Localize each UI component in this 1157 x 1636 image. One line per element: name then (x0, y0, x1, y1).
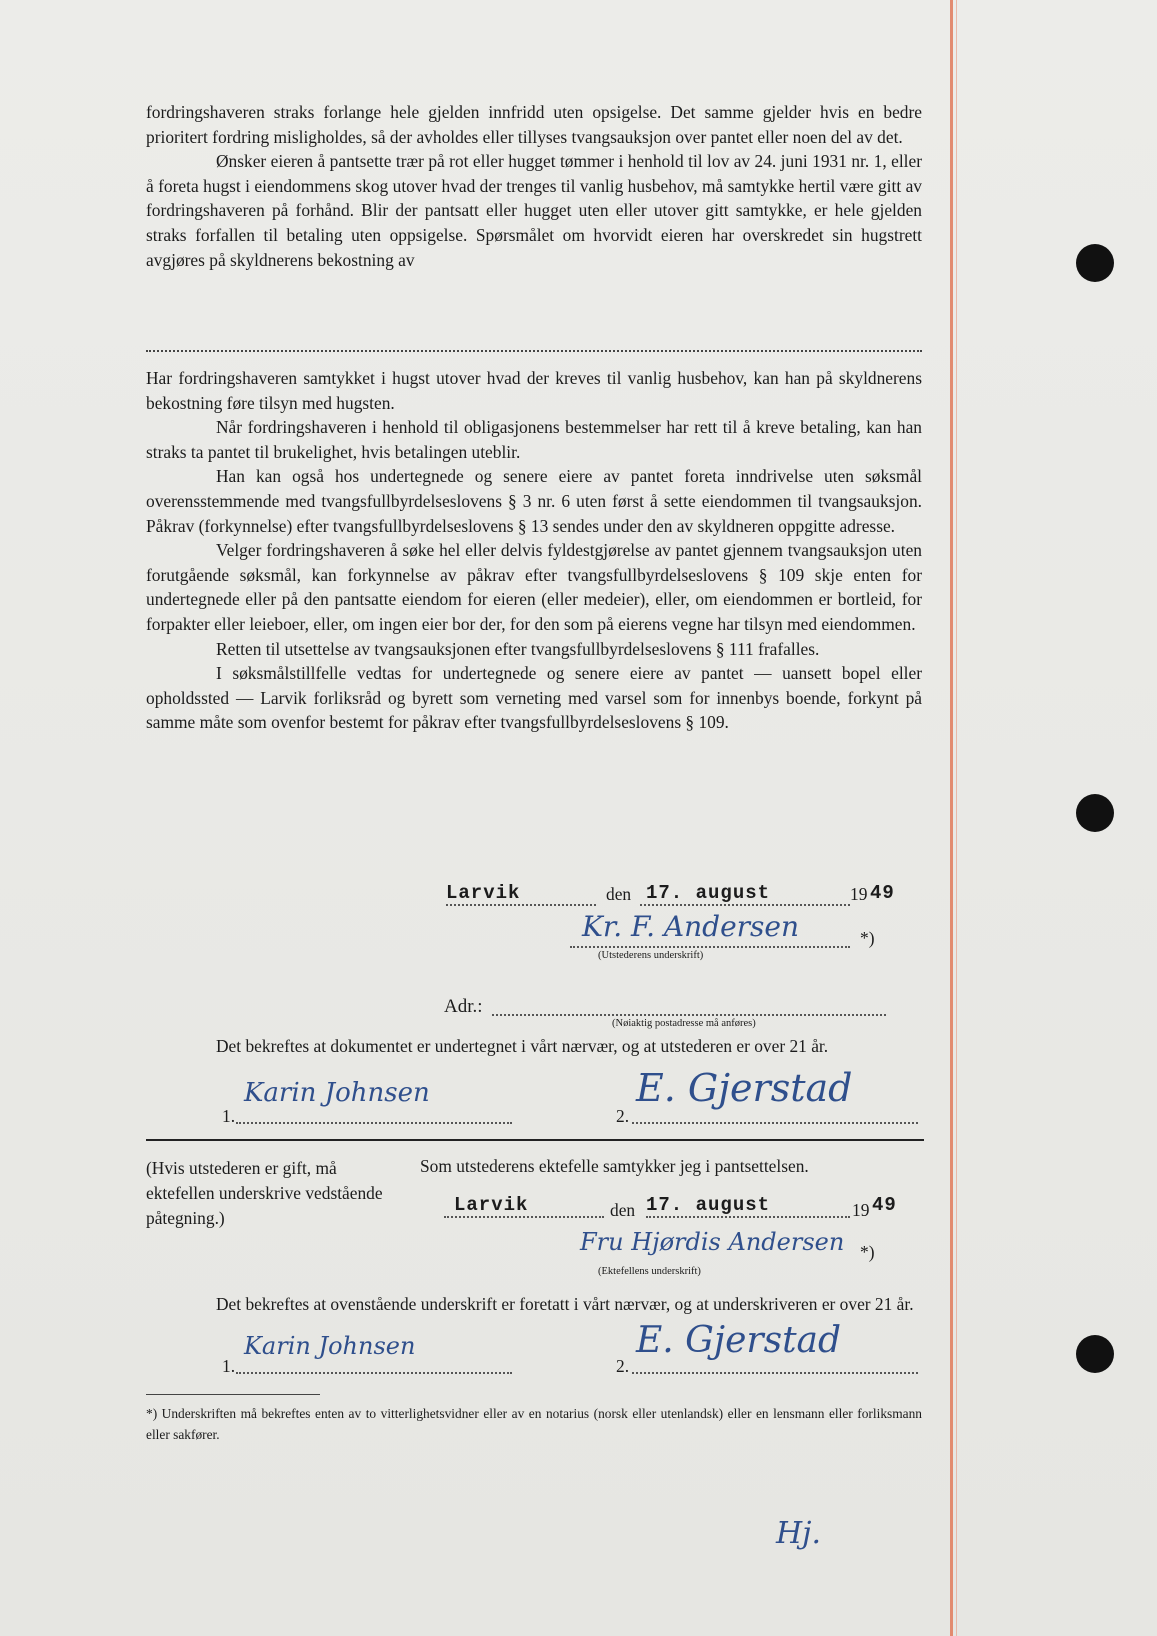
paragraph-venue: I søksmålstillfelle vedtas for undertegnede og senere eiere av pantet — uansett bopel eller opholdssted — Larvik forliksråd og byrett som verneting med varsel som for innenbys boende, forkynt på samme måte som ovenfor bestemt for påkrav efter tvangsfullbyrdelseslovens § 109. (146, 663, 922, 733)
witness-statement-1: Det bekreftes at dokumentet er undertegnet i vårt nærvær, og at utstederen er over 21 år. (216, 1036, 829, 1056)
punch-hole-middle (1076, 794, 1114, 832)
spouse-consent: Som utstederens ektefelle samtykker jeg i pantsettelsen. (420, 1156, 809, 1176)
issuer-signature: Kr. F. Andersen (582, 910, 799, 943)
dotted-fill-line (146, 350, 922, 352)
spouse-signature-caption: (Ektefellens underskrift) (598, 1266, 701, 1277)
witness2-signature-2: E. Gjerstad (636, 1320, 842, 1361)
address-label: Adr.: (444, 996, 483, 1017)
witness1-number-1: 1. (222, 1106, 236, 1126)
spouse-year-prefix: 19 (852, 1200, 870, 1220)
place-dots (446, 904, 596, 906)
witness1-number-2: 2. (616, 1106, 630, 1126)
address-caption: (Nøiaktig postadresse må anføres) (612, 1018, 756, 1029)
paragraph-enforcement: Han kan også hos undertegnede og senere eiere av pantet foreta inndrivelse uten søksmål overensstemmende med tvangsfullbyrdelseslovens § 3 nr. 6 uten først å sette eiendommen til tvangsauksjon. Påkrav (forkynnelse) efter tvangsfullbyrdelseslovens § 13 sendes under den av skyldneren oppgitte adresse. (146, 466, 922, 536)
date-dots (640, 904, 850, 906)
issuer-signature-caption: (Utstederens underskrift) (598, 950, 704, 961)
address-dots (492, 1014, 886, 1016)
spouse-instruction: (Hvis utstederen er gift, må ektefellen underskrive vedstående påtegning.) (146, 1158, 383, 1228)
spouse-place-dots (444, 1216, 604, 1218)
paragraph-postponement: Retten til utsettelse av tvangsauksjonen efter tvangsfullbyrdelseslovens § 111 frafalles. (216, 638, 820, 659)
asterisk-note: *) (860, 928, 875, 948)
witness1-signature-1: Karin Johnsen (244, 1078, 430, 1108)
witness2-number-1: 1. (222, 1356, 236, 1376)
footnote-rule (146, 1394, 320, 1395)
witness-statement-2: Det bekreftes at ovenstående underskrift er foretatt i vårt nærvær, og at underskriveren er over 21 år. (216, 1294, 914, 1314)
spouse-den-label: den (610, 1200, 636, 1220)
witness2-signature-1: Karin Johnsen (244, 1332, 416, 1360)
year-prefix: 19 (850, 884, 868, 904)
spouse-asterisk-note: *) (860, 1242, 875, 1262)
witness1-line-2 (632, 1122, 918, 1124)
spouse-signing-place: Larvik (454, 1194, 529, 1216)
signing-place: Larvik (446, 882, 521, 904)
text-block-top (146, 100, 922, 272)
red-margin-line (950, 0, 953, 1636)
footnote: *) Underskriften må bekreftes enten av to vitterlighetsvidner eller av en notarius (norsk eller utenlandsk) eller en lensmann eller forliksmann eller sakfører. (146, 1406, 922, 1442)
section-divider (146, 1139, 924, 1141)
witness2-number-2: 2. (616, 1356, 630, 1376)
signature-dots (570, 946, 850, 948)
punch-hole-bottom (1076, 1335, 1114, 1373)
paragraph-timber-pledge: Ønsker eieren å pantsette trær på rot eller hugget tømmer i henhold til lov av 24. juni 1931 nr. 1, eller å foreta hugst i eiendommens skog utover hvad der trenges til vanlig husbehov, må samtykke hertil være gitt av fordringshaveren på forhånd. Blir der pantsatt eller hugget uten eller utover gitt samtykke, er hele gjelden straks forfallen til betaling uten oppsigelse. Spørsmålet om hvorvidt eieren har overskredet sin hugstrett avgjøres på skyldnerens bekostning av (146, 151, 922, 270)
punch-hole-top (1076, 244, 1114, 282)
spouse-year-suffix: 49 (872, 1194, 897, 1216)
den-label: den (606, 884, 632, 904)
paragraph-usufruct: Når fordringshaveren i henhold til obligasjonens bestemmelser har rett til å kreve betaling, kan han straks ta pantet til brukelighet, hvis betalingen uteblir. (146, 417, 922, 462)
red-margin-line-secondary (956, 0, 957, 1636)
text-block-main (146, 366, 922, 735)
spouse-signature: Fru Hjørdis Andersen (580, 1228, 845, 1256)
signing-date: 17. august (646, 882, 771, 904)
witness1-signature-2: E. Gjerstad (636, 1066, 853, 1110)
witness1-line-1 (236, 1122, 512, 1124)
year-suffix: 49 (870, 882, 895, 904)
paragraph-supervision: Har fordringshaveren samtykket i hugst utover hvad der kreves til vanlig husbehov, kan han på skyldnerens bekostning føre tilsyn med hugsten. (146, 368, 922, 413)
spouse-date-dots (646, 1216, 850, 1218)
paragraph-default-acceleration: fordringshaveren straks forlange hele gjelden innfridd uten opsigelse. Det samme gjelder hvis en bedre prioritert fordring misligholdes, så der avholdes eller tillyses tvangsauksjon over pantet eller noen del av det. (146, 102, 922, 147)
witness2-line-2 (632, 1372, 918, 1374)
initials-mark: Hj. (776, 1516, 821, 1551)
paragraph-forced-auction: Velger fordringshaveren å søke hel eller delvis fyldestgjørelse av pantet gjennem tvangsauksjon uten forutgående søksmål, kan forkynnelse av påkrav efter tvangsfullbyrdelseslovens § 109 skje enten for undertegnede eller på den pantsatte eiendom for eieren (eller medeier), eller, om eiendommen er bortleid, for forpakter eller leieboer, eller, om ingen eier bor der, for den som på eierens vegne har tilsyn med eiendommen. (146, 540, 922, 634)
witness2-line-1 (236, 1372, 512, 1374)
spouse-signing-date: 17. august (646, 1194, 771, 1216)
